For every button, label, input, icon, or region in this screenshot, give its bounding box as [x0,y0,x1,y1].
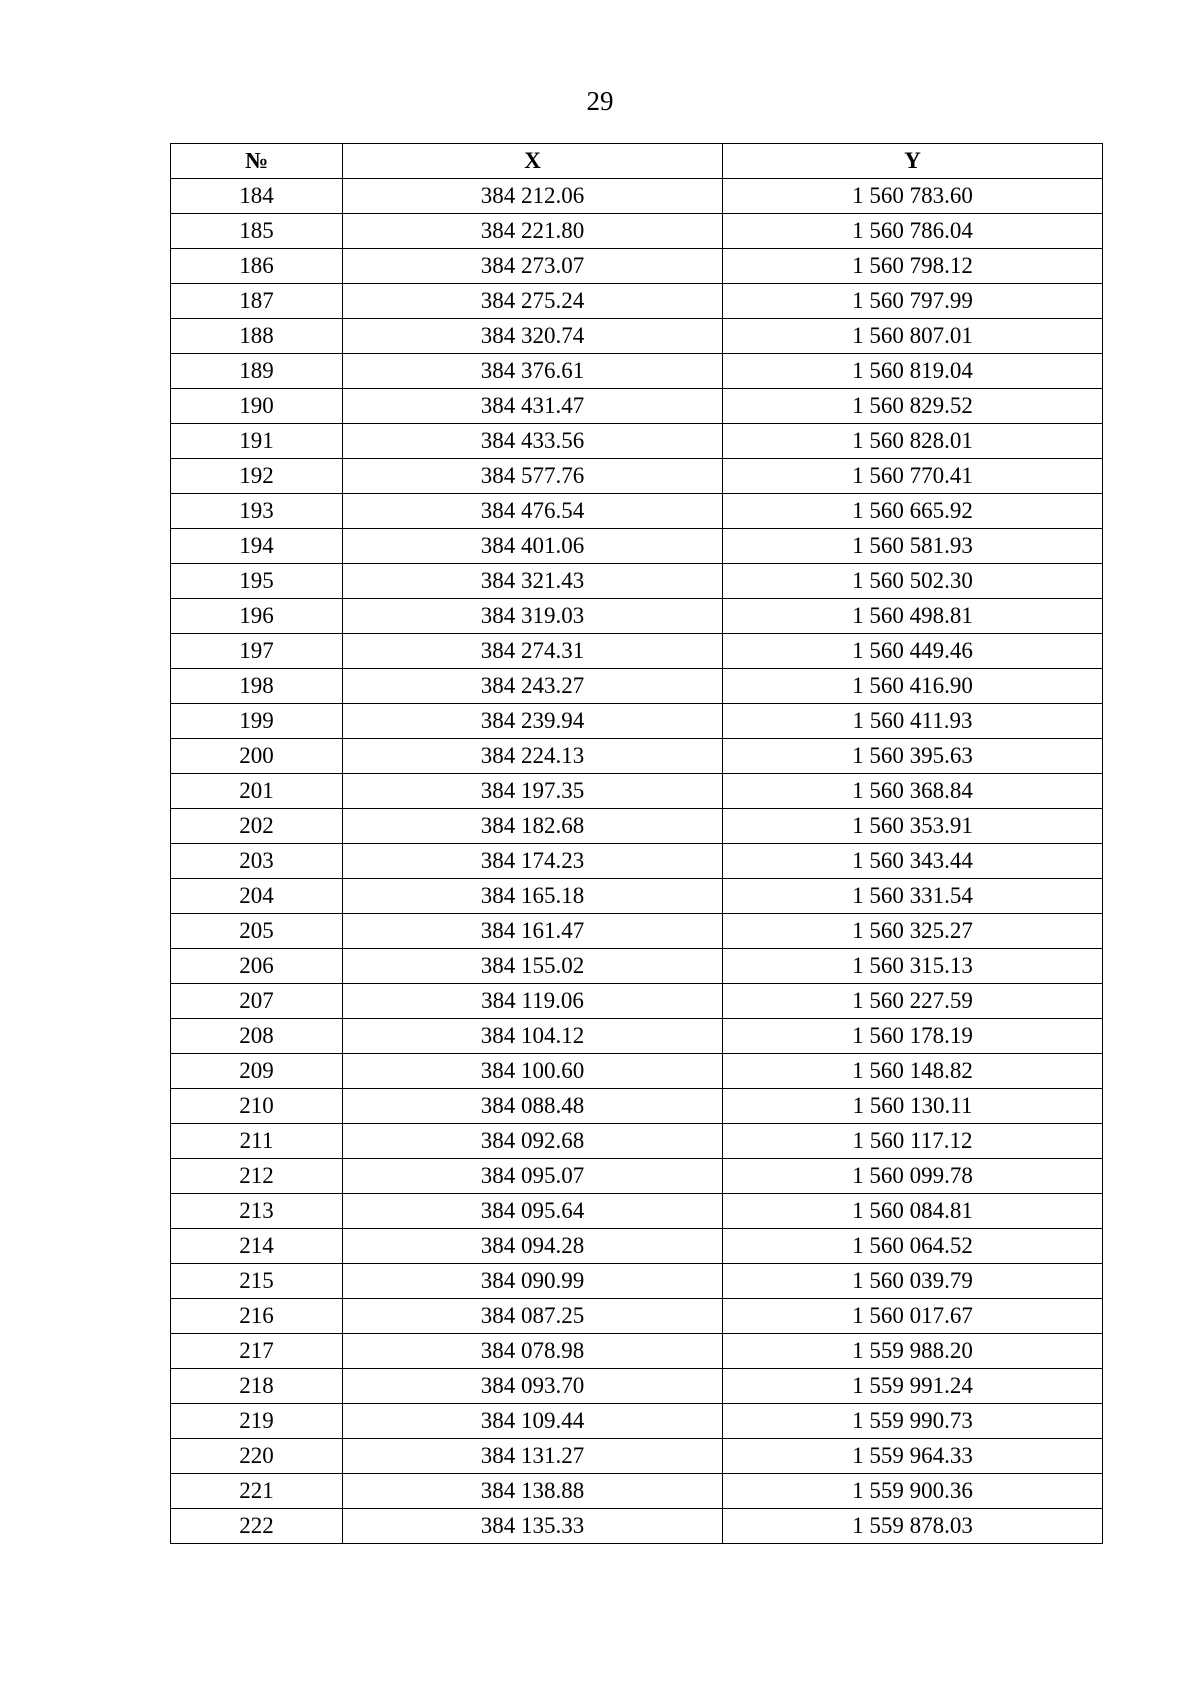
table-row [171,1334,1103,1369]
point-number-cell: 203 [171,844,343,879]
point-number-cell: 210 [171,1089,343,1124]
y-coordinate-cell: 1 560 581.93 [723,529,1103,564]
point-number-cell: 215 [171,1264,343,1299]
y-coordinate-cell: 1 560 807.01 [723,319,1103,354]
x-coordinate-cell: 384 224.13 [343,739,723,774]
y-coordinate-cell: 1 560 665.92 [723,494,1103,529]
y-coordinate-cell: 1 560 829.52 [723,389,1103,424]
table-row [171,739,1103,774]
y-coordinate-cell: 1 559 964.33 [723,1439,1103,1474]
x-coordinate-cell: 384 577.76 [343,459,723,494]
x-coordinate-cell: 384 319.03 [343,599,723,634]
point-number-cell: 193 [171,494,343,529]
y-coordinate-cell: 1 560 227.59 [723,984,1103,1019]
point-number-cell: 191 [171,424,343,459]
column-header-x: X [343,144,723,179]
point-number-cell: 184 [171,179,343,214]
x-coordinate-cell: 384 095.64 [343,1194,723,1229]
table-row [171,1159,1103,1194]
point-number-cell: 196 [171,599,343,634]
table-row [171,424,1103,459]
x-coordinate-cell: 384 320.74 [343,319,723,354]
point-number-cell: 189 [171,354,343,389]
point-number-cell: 207 [171,984,343,1019]
x-coordinate-cell: 384 165.18 [343,879,723,914]
point-number-cell: 198 [171,669,343,704]
table-row [171,459,1103,494]
x-coordinate-cell: 384 221.80 [343,214,723,249]
point-number-cell: 190 [171,389,343,424]
y-coordinate-cell: 1 559 878.03 [723,1509,1103,1544]
x-coordinate-cell: 384 090.99 [343,1264,723,1299]
x-coordinate-cell: 384 100.60 [343,1054,723,1089]
table-row [171,564,1103,599]
x-coordinate-cell: 384 138.88 [343,1474,723,1509]
y-coordinate-cell: 1 560 828.01 [723,424,1103,459]
table-row [171,494,1103,529]
y-coordinate-cell: 1 560 148.82 [723,1054,1103,1089]
y-coordinate-cell: 1 560 353.91 [723,809,1103,844]
point-number-cell: 188 [171,319,343,354]
point-number-cell: 211 [171,1124,343,1159]
point-number-cell: 202 [171,809,343,844]
x-coordinate-cell: 384 197.35 [343,774,723,809]
point-number-cell: 205 [171,914,343,949]
point-number-cell: 216 [171,1299,343,1334]
point-number-cell: 187 [171,284,343,319]
point-number-cell: 218 [171,1369,343,1404]
page-number: 29 [586,86,614,116]
table-row [171,179,1103,214]
table-row [171,1439,1103,1474]
table-row [171,1229,1103,1264]
point-number-cell: 204 [171,879,343,914]
point-number-cell: 197 [171,634,343,669]
point-number-cell: 194 [171,529,343,564]
y-coordinate-cell: 1 559 990.73 [723,1404,1103,1439]
y-coordinate-cell: 1 560 770.41 [723,459,1103,494]
point-number-cell: 219 [171,1404,343,1439]
y-coordinate-cell: 1 560 178.19 [723,1019,1103,1054]
table-row [171,1264,1103,1299]
x-coordinate-cell: 384 093.70 [343,1369,723,1404]
point-number-cell: 208 [171,1019,343,1054]
y-coordinate-cell: 1 560 395.63 [723,739,1103,774]
table-row [171,984,1103,1019]
x-coordinate-cell: 384 321.43 [343,564,723,599]
table-row [171,1509,1103,1544]
coordinates-table [170,143,1103,1544]
point-number-cell: 213 [171,1194,343,1229]
y-coordinate-cell: 1 560 786.04 [723,214,1103,249]
x-coordinate-cell: 384 155.02 [343,949,723,984]
table-row [171,599,1103,634]
point-number-cell: 199 [171,704,343,739]
table-row [171,879,1103,914]
table-row [171,1474,1103,1509]
x-coordinate-cell: 384 212.06 [343,179,723,214]
y-coordinate-cell: 1 560 130.11 [723,1089,1103,1124]
point-number-cell: 195 [171,564,343,599]
point-number-cell: 186 [171,249,343,284]
point-number-cell: 185 [171,214,343,249]
point-number-cell: 222 [171,1509,343,1544]
y-coordinate-cell: 1 560 099.78 [723,1159,1103,1194]
y-coordinate-cell: 1 560 343.44 [723,844,1103,879]
table-row [171,319,1103,354]
table-row [171,634,1103,669]
y-coordinate-cell: 1 560 449.46 [723,634,1103,669]
table-header-row [171,144,1103,179]
x-coordinate-cell: 384 088.48 [343,1089,723,1124]
x-coordinate-cell: 384 433.56 [343,424,723,459]
y-coordinate-cell: 1 559 988.20 [723,1334,1103,1369]
table-row [171,1404,1103,1439]
y-coordinate-cell: 1 559 991.24 [723,1369,1103,1404]
table-row [171,389,1103,424]
table-row [171,949,1103,984]
table-row [171,1124,1103,1159]
point-number-cell: 200 [171,739,343,774]
point-number-cell: 192 [171,459,343,494]
x-coordinate-cell: 384 161.47 [343,914,723,949]
table-row [171,809,1103,844]
y-coordinate-cell: 1 560 325.27 [723,914,1103,949]
table-row [171,844,1103,879]
x-coordinate-cell: 384 092.68 [343,1124,723,1159]
x-coordinate-cell: 384 182.68 [343,809,723,844]
y-coordinate-cell: 1 560 084.81 [723,1194,1103,1229]
y-coordinate-cell: 1 560 783.60 [723,179,1103,214]
y-coordinate-cell: 1 560 416.90 [723,669,1103,704]
x-coordinate-cell: 384 476.54 [343,494,723,529]
table-row [171,774,1103,809]
x-coordinate-cell: 384 243.27 [343,669,723,704]
y-coordinate-cell: 1 560 798.12 [723,249,1103,284]
table-row [171,1299,1103,1334]
y-coordinate-cell: 1 560 017.67 [723,1299,1103,1334]
x-coordinate-cell: 384 135.33 [343,1509,723,1544]
x-coordinate-cell: 384 376.61 [343,354,723,389]
column-header-number: № [171,144,343,179]
x-coordinate-cell: 384 174.23 [343,844,723,879]
point-number-cell: 201 [171,774,343,809]
x-coordinate-cell: 384 087.25 [343,1299,723,1334]
x-coordinate-cell: 384 431.47 [343,389,723,424]
y-coordinate-cell: 1 560 064.52 [723,1229,1103,1264]
x-coordinate-cell: 384 119.06 [343,984,723,1019]
table-row [171,354,1103,389]
x-coordinate-cell: 384 273.07 [343,249,723,284]
y-coordinate-cell: 1 560 498.81 [723,599,1103,634]
y-coordinate-cell: 1 560 502.30 [723,564,1103,599]
y-coordinate-cell: 1 560 331.54 [723,879,1103,914]
table-row [171,214,1103,249]
point-number-cell: 217 [171,1334,343,1369]
table-row [171,529,1103,564]
table-row [171,1089,1103,1124]
point-number-cell: 214 [171,1229,343,1264]
table-row [171,1054,1103,1089]
point-number-cell: 221 [171,1474,343,1509]
x-coordinate-cell: 384 275.24 [343,284,723,319]
table-row [171,1019,1103,1054]
table-body [171,179,1103,1544]
x-coordinate-cell: 384 094.28 [343,1229,723,1264]
y-coordinate-cell: 1 560 039.79 [723,1264,1103,1299]
point-number-cell: 212 [171,1159,343,1194]
table-row [171,669,1103,704]
x-coordinate-cell: 384 239.94 [343,704,723,739]
column-header-y: Y [723,144,1103,179]
point-number-cell: 220 [171,1439,343,1474]
table-row [171,1369,1103,1404]
y-coordinate-cell: 1 560 797.99 [723,284,1103,319]
table-row [171,1194,1103,1229]
y-coordinate-cell: 1 560 368.84 [723,774,1103,809]
point-number-cell: 206 [171,949,343,984]
point-number-cell: 209 [171,1054,343,1089]
y-coordinate-cell: 1 560 117.12 [723,1124,1103,1159]
x-coordinate-cell: 384 109.44 [343,1404,723,1439]
table-row [171,284,1103,319]
x-coordinate-cell: 384 078.98 [343,1334,723,1369]
x-coordinate-cell: 384 131.27 [343,1439,723,1474]
y-coordinate-cell: 1 560 819.04 [723,354,1103,389]
table-row [171,914,1103,949]
y-coordinate-cell: 1 560 315.13 [723,949,1103,984]
x-coordinate-cell: 384 095.07 [343,1159,723,1194]
x-coordinate-cell: 384 104.12 [343,1019,723,1054]
x-coordinate-cell: 384 401.06 [343,529,723,564]
table-row [171,704,1103,739]
y-coordinate-cell: 1 559 900.36 [723,1474,1103,1509]
x-coordinate-cell: 384 274.31 [343,634,723,669]
table-row [171,249,1103,284]
y-coordinate-cell: 1 560 411.93 [723,704,1103,739]
